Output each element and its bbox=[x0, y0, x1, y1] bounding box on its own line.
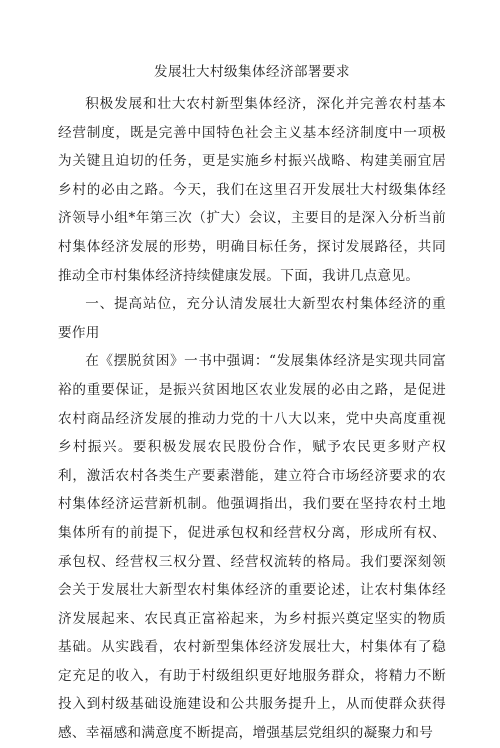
document-page bbox=[58, 62, 446, 748]
intro-paragraph: 积极发展和壮大农村新型集体经济，深化并完善农村基本经营制度，既是完善中国特色社会主义基本经济制度中一项极为关键且迫切的任务，更是实施乡村振兴战略、构建美丽宜居乡村的必由之路。今天，我们在这里召开发展壮大村级集体经济领导小组*年第三次（扩大）会议，主要目的是深入分析当前村集体经济发展的形势，明确目标任务，探讨发展路径，共同推动全市村集体经济持续健康发展。下面，我讲几点意见。 bbox=[58, 96, 446, 284]
document-title: 发展壮大村级集体经济部署要求 bbox=[154, 64, 350, 80]
body-paragraph: 在《摆脱贫困》一书中强调：“发展集体经济是实现共同富裕的重要保证，是振兴贫困地区农业发展的必由之路，是促进农村商品经济发展的推动力党的十八大以来，党中央高度重视乡村振兴。要积极发展农民股份合作，赋予农民更多财产权利，激活农村各类生产要素潜能，建立符合市场经济要求的农村集体经济运营新机制。他强调指出，我们要在坚持农村土地集体所有的前提下，促进承包权和经营权分离，形成所有权、承包权、经营权三权分置、经营权流转的格局。我们要深刻领会关于发展壮大新型农村集体经济的重要论述，让农村集体经济发展起来、农民真正富裕起来，为乡村振兴奠定坚实的物质基础。从实践看，农村新型集体经济发展壮大，村集体有了稳定充足的收入，有助于村级组织更好地服务群众，将精力不断投入到村级基础设施建设和公共服务提升上，从而使群众获得感、幸福感和满意度不断提高，增强基层党组织的凝聚力和号 bbox=[58, 353, 446, 742]
section-heading-1: 一、提高站位，充分认清发展壮大新型农村集体经济的重要作用 bbox=[58, 296, 446, 341]
